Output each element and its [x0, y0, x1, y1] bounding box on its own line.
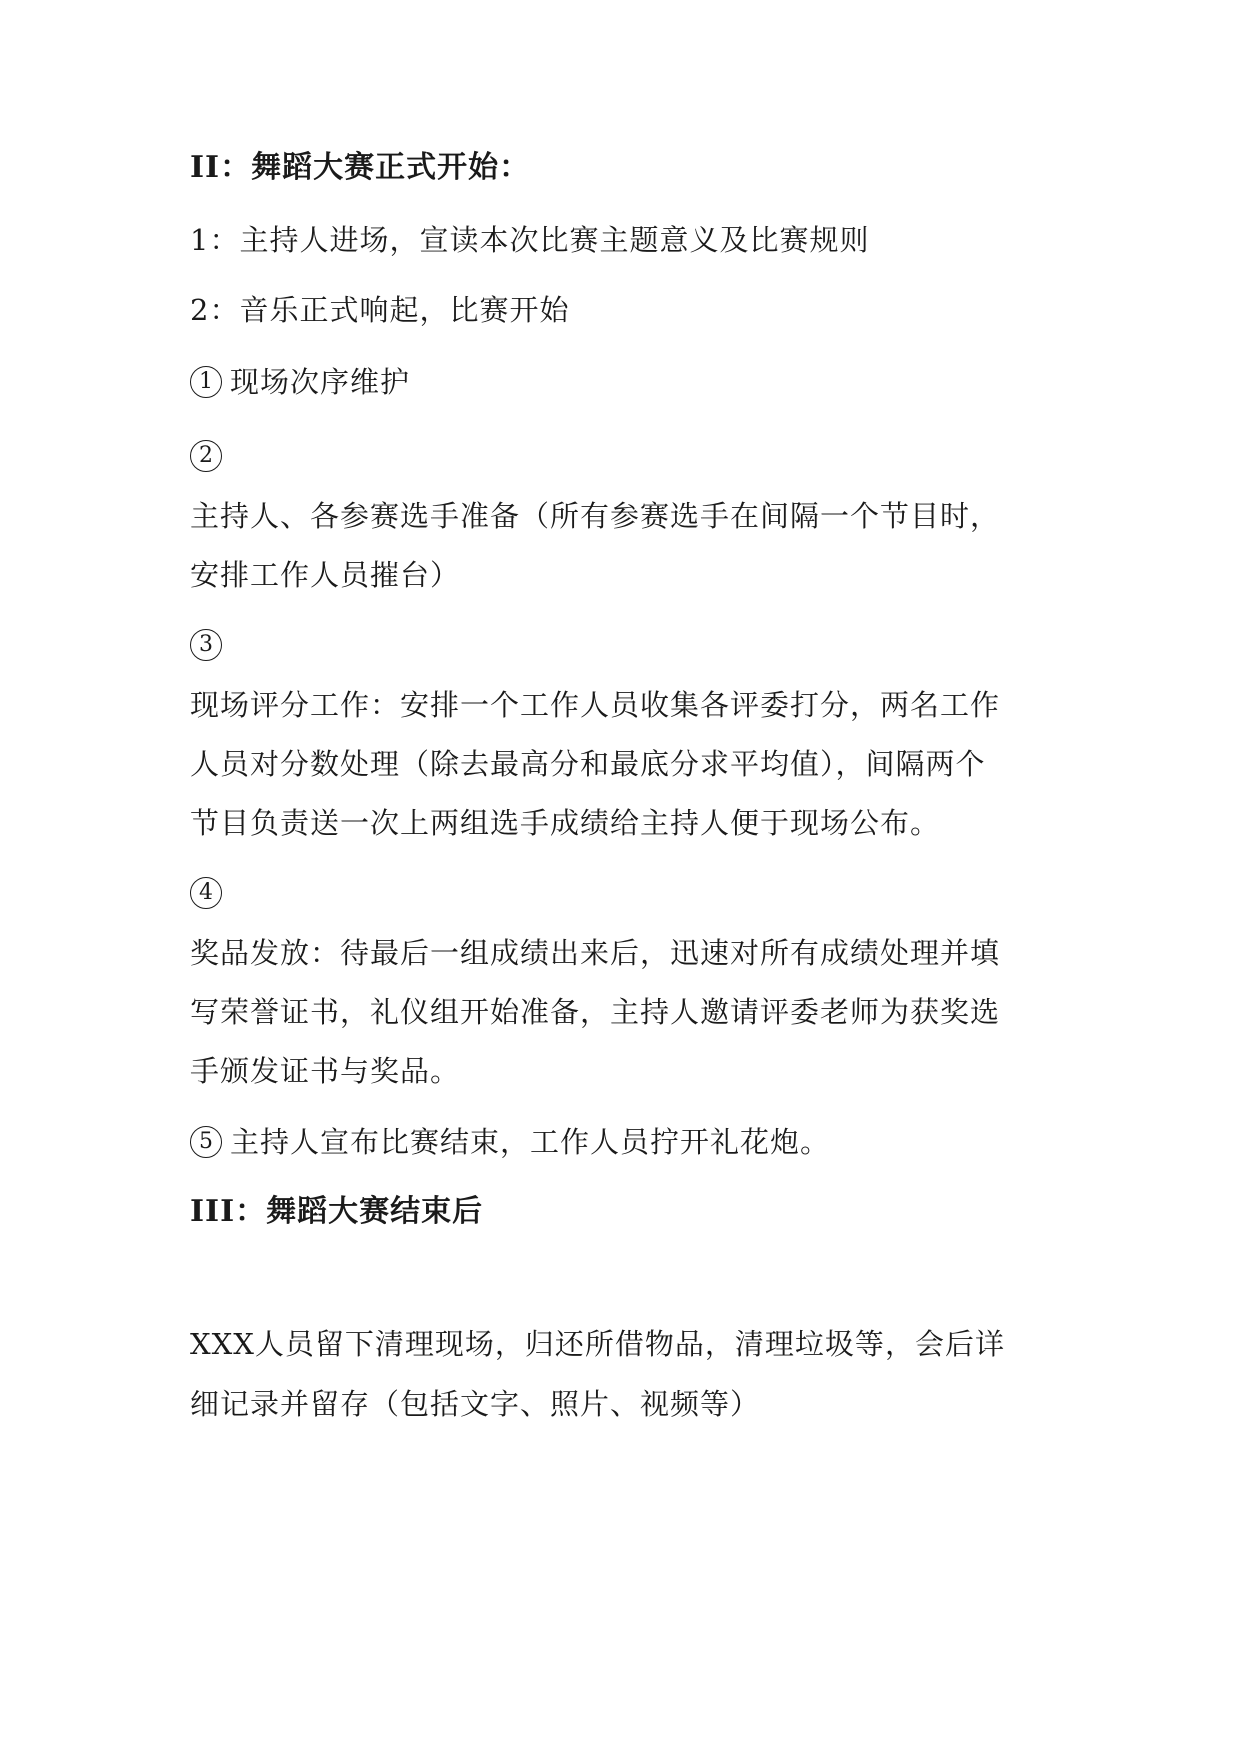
circled-number-1: 1 — [190, 366, 222, 398]
item-4-line-1: 奖品发放：待最后一组成绩出来后，迅速对所有成绩处理并填 — [190, 936, 1001, 970]
item-2-line-2: 安排工作人员摧台） — [190, 558, 461, 592]
item-2-line-1: 主持人、各参赛选手准备（所有参赛选手在间隔一个节目时， — [190, 499, 1001, 533]
section-2-heading: II：舞蹈大赛正式开始： — [190, 150, 531, 185]
step-2: 2：音乐正式响起，比赛开始 — [190, 293, 570, 327]
section-3-line-1: XXX人员留下清理现场，归还所借物品，清理垃圾等，会后详 — [190, 1327, 1005, 1361]
item-4-line-2: 写荣誉证书，礼仪组开始准备，主持人邀请评委老师为获奖选 — [190, 995, 1001, 1029]
item-4-line-3: 手颁发证书与奖品。 — [190, 1054, 461, 1088]
item-1-text: 现场次序维护 — [230, 365, 411, 399]
item-3-line-1: 现场评分工作：安排一个工作人员收集各评委打分，两名工作 — [190, 688, 1001, 722]
item-1 — [190, 364, 1070, 400]
item-3-line-2: 人员对分数处理（除去最高分和最底分求平均值），间隔两个 — [190, 747, 986, 781]
circled-number-3: 3 — [190, 629, 222, 661]
item-5-text: 主持人宣布比赛结束，工作人员拧开礼花炮。 — [230, 1125, 831, 1159]
step-1: 1：主持人进场，宣读本次比赛主题意义及比赛规则 — [190, 223, 870, 257]
item-2-marker-line — [190, 438, 1070, 474]
circled-number-2: 2 — [190, 440, 222, 472]
item-5 — [190, 1124, 1070, 1160]
circled-number-5: 5 — [190, 1126, 222, 1158]
circled-number-4: 4 — [190, 877, 222, 909]
section-3-line-2: 细记录并留存（包括文字、照片、视频等） — [190, 1387, 761, 1421]
item-4-marker-line — [190, 875, 1070, 911]
item-3-line-3: 节目负责送一次上两组选手成绩给主持人便于现场公布。 — [190, 806, 941, 840]
section-3-heading: III：舞蹈大赛结束后 — [190, 1194, 484, 1229]
item-3-marker-line — [190, 627, 1070, 663]
